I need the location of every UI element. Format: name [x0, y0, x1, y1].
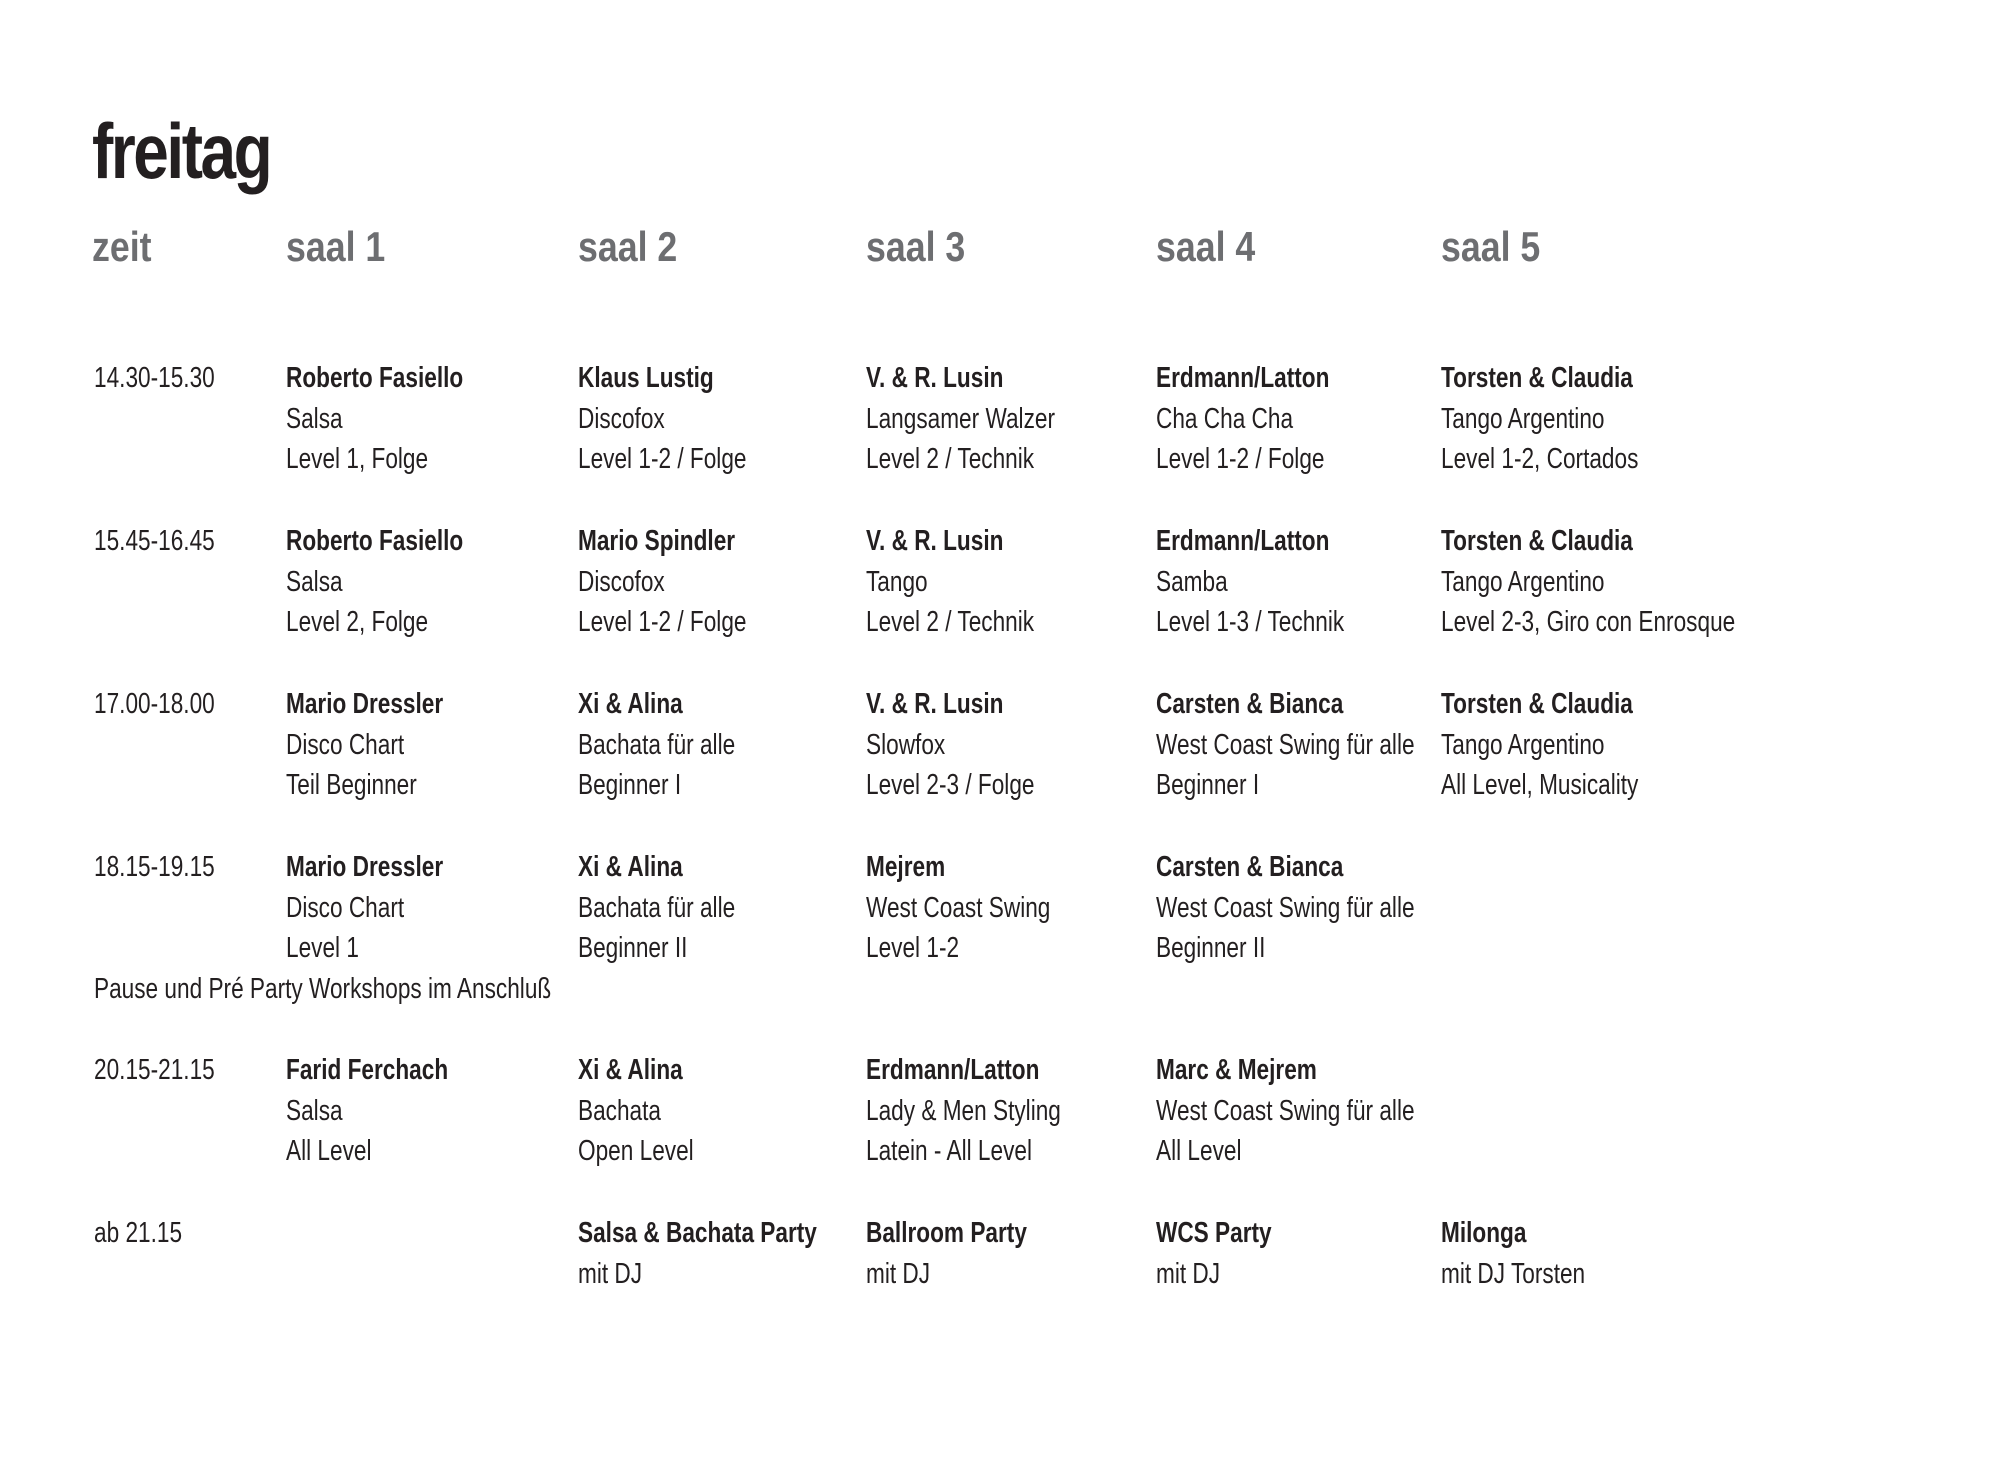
dance: West Coast Swing für alle — [1156, 1094, 1415, 1127]
class-cell — [1441, 684, 1638, 806]
teacher: Xi & Alina — [578, 1054, 683, 1086]
level: Teil Beginner — [286, 769, 417, 801]
dance: Bachata für alle — [578, 728, 736, 761]
teacher: Torsten & Claudia — [1441, 362, 1633, 394]
teacher: Mejrem — [866, 851, 946, 883]
class-cell — [578, 1050, 694, 1172]
class-cell — [866, 521, 1034, 643]
dance: Disco Chart — [286, 891, 405, 924]
time-slot: 14.30-15.30 — [94, 362, 215, 394]
class-cell — [866, 684, 1034, 806]
level: Open Level — [578, 1135, 694, 1167]
class-cell — [1156, 521, 1344, 643]
dance: Discofox — [578, 402, 665, 435]
class-cell — [1156, 1050, 1415, 1172]
class-cell — [578, 684, 735, 806]
teacher: Mario Dressler — [286, 688, 444, 720]
dance: Bachata — [578, 1094, 662, 1127]
class-cell — [286, 521, 463, 643]
time-slot: 15.45-16.45 — [94, 525, 215, 557]
teacher: Xi & Alina — [578, 688, 683, 720]
level: Latein - All Level — [866, 1135, 1032, 1167]
teacher: Erdmann/Latton — [1156, 362, 1330, 394]
level: All Level — [1156, 1135, 1242, 1167]
teacher: Roberto Fasiello — [286, 362, 464, 394]
class-cell — [1156, 847, 1415, 969]
dance: Tango Argentino — [1441, 565, 1605, 598]
level: Beginner II — [578, 932, 688, 964]
level: Level 1-2 / Folge — [578, 443, 747, 475]
teacher: Roberto Fasiello — [286, 525, 464, 557]
party-dj: mit DJ Torsten — [1441, 1257, 1586, 1290]
teacher: V. & R. Lusin — [866, 362, 1004, 394]
dance: Langsamer Walzer — [866, 402, 1055, 435]
level: Level 2-3, Giro con Enrosque — [1441, 606, 1736, 638]
level: Beginner I — [578, 769, 682, 801]
teacher: Mario Dressler — [286, 851, 444, 883]
teacher: Carsten & Bianca — [1156, 688, 1344, 720]
dance: Lady & Men Styling — [866, 1094, 1061, 1127]
dance: Salsa — [286, 402, 343, 435]
header-saal-4: saal 4 — [1156, 223, 1256, 270]
dance: Discofox — [578, 565, 665, 598]
class-cell — [286, 1050, 448, 1172]
class-cell — [578, 847, 735, 969]
level: Level 1-3 / Technik — [1156, 606, 1345, 638]
level: Level 2-3 / Folge — [866, 769, 1035, 801]
party-name: Salsa & Bachata Party — [578, 1217, 817, 1249]
teacher: Erdmann/Latton — [1156, 525, 1330, 557]
class-cell — [866, 847, 1050, 969]
class-cell — [1156, 684, 1415, 806]
teacher: Xi & Alina — [578, 851, 683, 883]
party-cell — [866, 1213, 1027, 1294]
class-cell — [866, 358, 1055, 480]
class-cell — [1156, 358, 1329, 480]
party-cell — [578, 1213, 817, 1294]
header-saal-1: saal 1 — [286, 223, 386, 270]
level: Level 2, Folge — [286, 606, 429, 638]
class-cell — [866, 1050, 1061, 1172]
dance: Tango — [866, 565, 928, 598]
class-cell — [1441, 521, 1735, 643]
dance: Salsa — [286, 565, 343, 598]
dance: West Coast Swing für alle — [1156, 728, 1415, 761]
page-title: freitag — [92, 107, 271, 195]
class-cell — [286, 847, 443, 969]
level: Level 1 — [286, 932, 359, 964]
class-cell — [1441, 358, 1638, 480]
pause-note: Pause und Pré Party Workshops im Anschluß — [94, 973, 552, 1005]
time-slot: 20.15-21.15 — [94, 1054, 215, 1086]
level: Level 1-2 / Folge — [578, 606, 747, 638]
header-saal-3: saal 3 — [866, 223, 966, 270]
teacher: V. & R. Lusin — [866, 688, 1004, 720]
party-cell — [1156, 1213, 1272, 1294]
teacher: V. & R. Lusin — [866, 525, 1004, 557]
level: Level 1-2, Cortados — [1441, 443, 1639, 475]
time-slot: ab 21.15 — [94, 1217, 183, 1249]
level: Level 2 / Technik — [866, 606, 1035, 638]
party-name: WCS Party — [1156, 1217, 1272, 1249]
teacher: Torsten & Claudia — [1441, 525, 1633, 557]
dance: Bachata für alle — [578, 891, 736, 924]
level: Level 1-2 / Folge — [1156, 443, 1325, 475]
level: All Level — [286, 1135, 372, 1167]
dance: Cha Cha Cha — [1156, 402, 1294, 435]
dance: Slowfox — [866, 728, 946, 761]
dance: West Coast Swing für alle — [1156, 891, 1415, 924]
dance: West Coast Swing — [866, 891, 1051, 924]
level: All Level, Musicality — [1441, 769, 1639, 801]
time-slot: 18.15-19.15 — [94, 851, 215, 883]
header-saal-2: saal 2 — [578, 223, 678, 270]
party-name: Ballroom Party — [866, 1217, 1027, 1249]
party-cell — [1441, 1213, 1585, 1294]
time-slot: 17.00-18.00 — [94, 688, 215, 720]
level: Level 2 / Technik — [866, 443, 1035, 475]
dance: Disco Chart — [286, 728, 405, 761]
header-zeit: zeit — [92, 223, 152, 270]
level: Level 1-2 — [866, 932, 960, 964]
teacher: Farid Ferchach — [286, 1054, 449, 1086]
teacher: Erdmann/Latton — [866, 1054, 1040, 1086]
class-cell — [578, 521, 746, 643]
teacher: Carsten & Bianca — [1156, 851, 1344, 883]
teacher: Mario Spindler — [578, 525, 736, 557]
teacher: Klaus Lustig — [578, 362, 714, 394]
party-dj: mit DJ — [578, 1257, 643, 1290]
class-cell — [286, 684, 443, 806]
party-name: Milonga — [1441, 1217, 1527, 1249]
party-dj: mit DJ — [1156, 1257, 1221, 1290]
level: Level 1, Folge — [286, 443, 429, 475]
dance: Salsa — [286, 1094, 343, 1127]
level: Beginner I — [1156, 769, 1260, 801]
class-cell — [578, 358, 746, 480]
dance: Tango Argentino — [1441, 402, 1605, 435]
teacher: Marc & Mejrem — [1156, 1054, 1317, 1086]
party-dj: mit DJ — [866, 1257, 931, 1290]
level: Beginner II — [1156, 932, 1266, 964]
dance: Tango Argentino — [1441, 728, 1605, 761]
class-cell — [286, 358, 463, 480]
dance: Samba — [1156, 565, 1228, 598]
teacher: Torsten & Claudia — [1441, 688, 1633, 720]
header-saal-5: saal 5 — [1441, 223, 1541, 270]
